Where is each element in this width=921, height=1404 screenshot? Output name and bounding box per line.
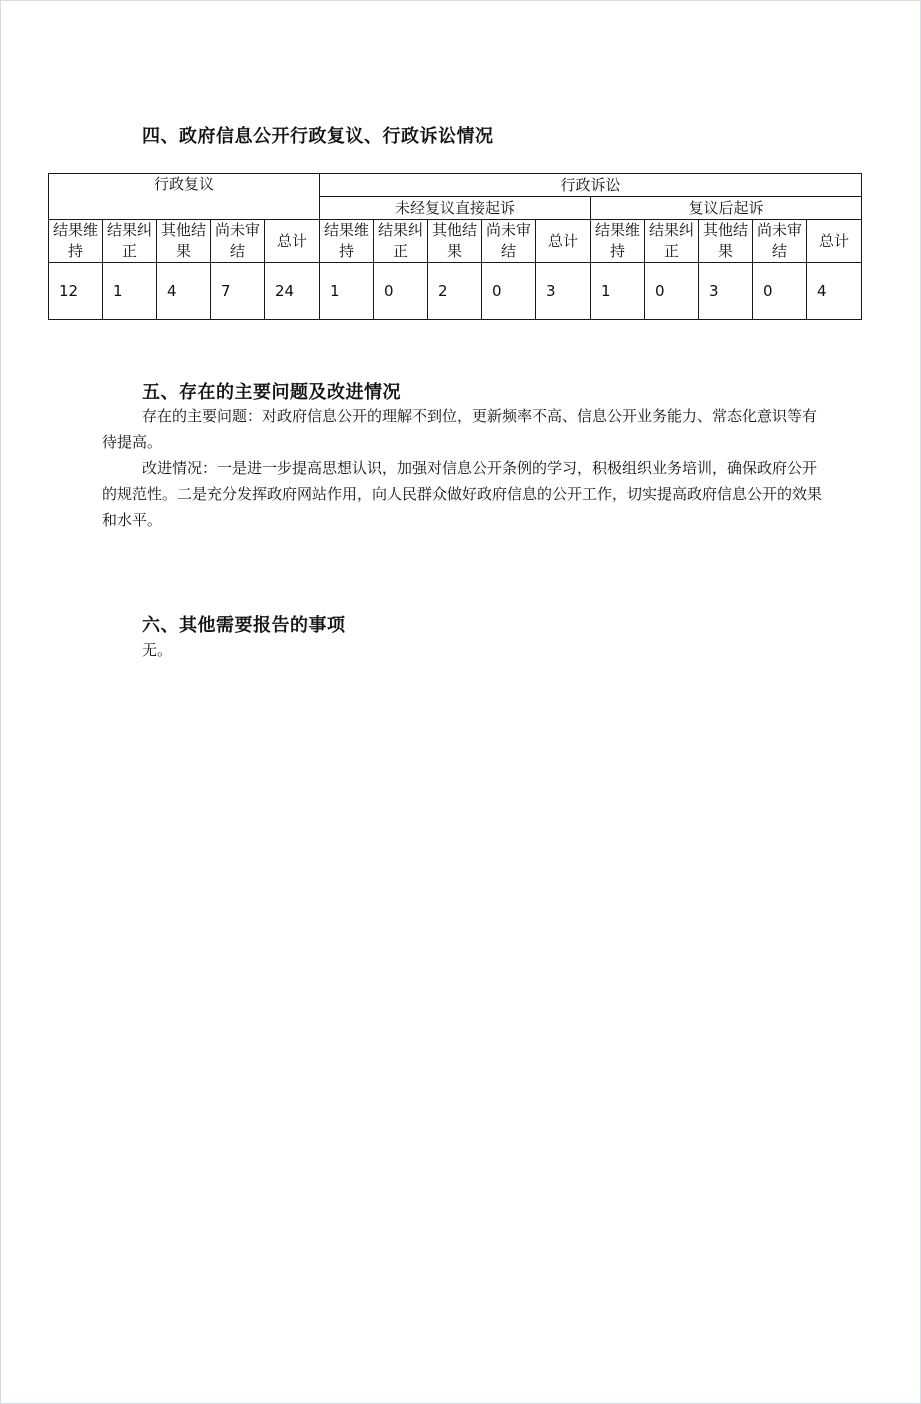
litigation-header: 行政诉讼: [320, 174, 862, 197]
after-value-corrected: 0: [645, 263, 699, 320]
section-6-heading: 六、其他需要报告的事项: [142, 615, 346, 636]
review-value-pending: 7: [211, 263, 265, 320]
problem-paragraph: [102, 403, 822, 455]
section-5-heading: 五、存在的主要问题及改进情况: [142, 382, 401, 403]
direct-value-total: 3: [536, 263, 591, 320]
after-col-pending: 尚未审结: [753, 220, 807, 263]
after-col-total: 总计: [807, 220, 862, 263]
review-value-other: 4: [157, 263, 211, 320]
after-value-pending: 0: [753, 263, 807, 320]
after-col-other: 其他结果: [699, 220, 753, 263]
direct-col-maintained: 结果维持: [320, 220, 374, 263]
review-col-maintained: 结果维持: [49, 220, 103, 263]
table-row: [49, 263, 862, 320]
direct-col-corrected: 结果纠正: [374, 220, 428, 263]
direct-col-total: 总计: [536, 220, 591, 263]
review-col-pending: 尚未审结: [211, 220, 265, 263]
after-value-maintained: 1: [591, 263, 645, 320]
review-col-other: 其他结果: [157, 220, 211, 263]
review-value-corrected: 1: [103, 263, 157, 320]
review-value-total: 24: [265, 263, 320, 320]
after-review-suit-header: 复议后起诉: [591, 197, 862, 220]
review-col-corrected: 结果纠正: [103, 220, 157, 263]
direct-value-pending: 0: [482, 263, 536, 320]
after-value-other: 3: [699, 263, 753, 320]
direct-value-corrected: 0: [374, 263, 428, 320]
direct-value-other: 2: [428, 263, 482, 320]
direct-value-maintained: 1: [320, 263, 374, 320]
direct-col-pending: 尚未审结: [482, 220, 536, 263]
review-litigation-table: [48, 173, 862, 320]
admin-review-header: 行政复议: [49, 174, 320, 220]
after-value-total: 4: [807, 263, 862, 320]
review-col-total: 总计: [265, 220, 320, 263]
after-col-maintained: 结果维持: [591, 220, 645, 263]
other-matters-text: 无。: [142, 641, 173, 659]
review-value-maintained: 12: [49, 263, 103, 320]
section-4-heading: 四、政府信息公开行政复议、行政诉讼情况: [142, 126, 494, 147]
after-col-corrected: 结果纠正: [645, 220, 699, 263]
direct-suit-header: 未经复议直接起诉: [320, 197, 591, 220]
problem-text: 存在的主要问题：对政府信息公开的理解不到位，更新频率不高、信息公开业务能力、常态化意识等有待提高。: [102, 407, 818, 451]
improvement-text: 改进情况：一是进一步提高思想认识，加强对信息公开条例的学习，积极组织业务培训，确保政府公开的规范性。二是充分发挥政府网站作用，向人民群众做好政府信息的公开工作，切实提高政府信息公开的效果和水平。: [102, 459, 823, 529]
improvement-paragraph: [102, 455, 822, 533]
direct-col-other: 其他结果: [428, 220, 482, 263]
